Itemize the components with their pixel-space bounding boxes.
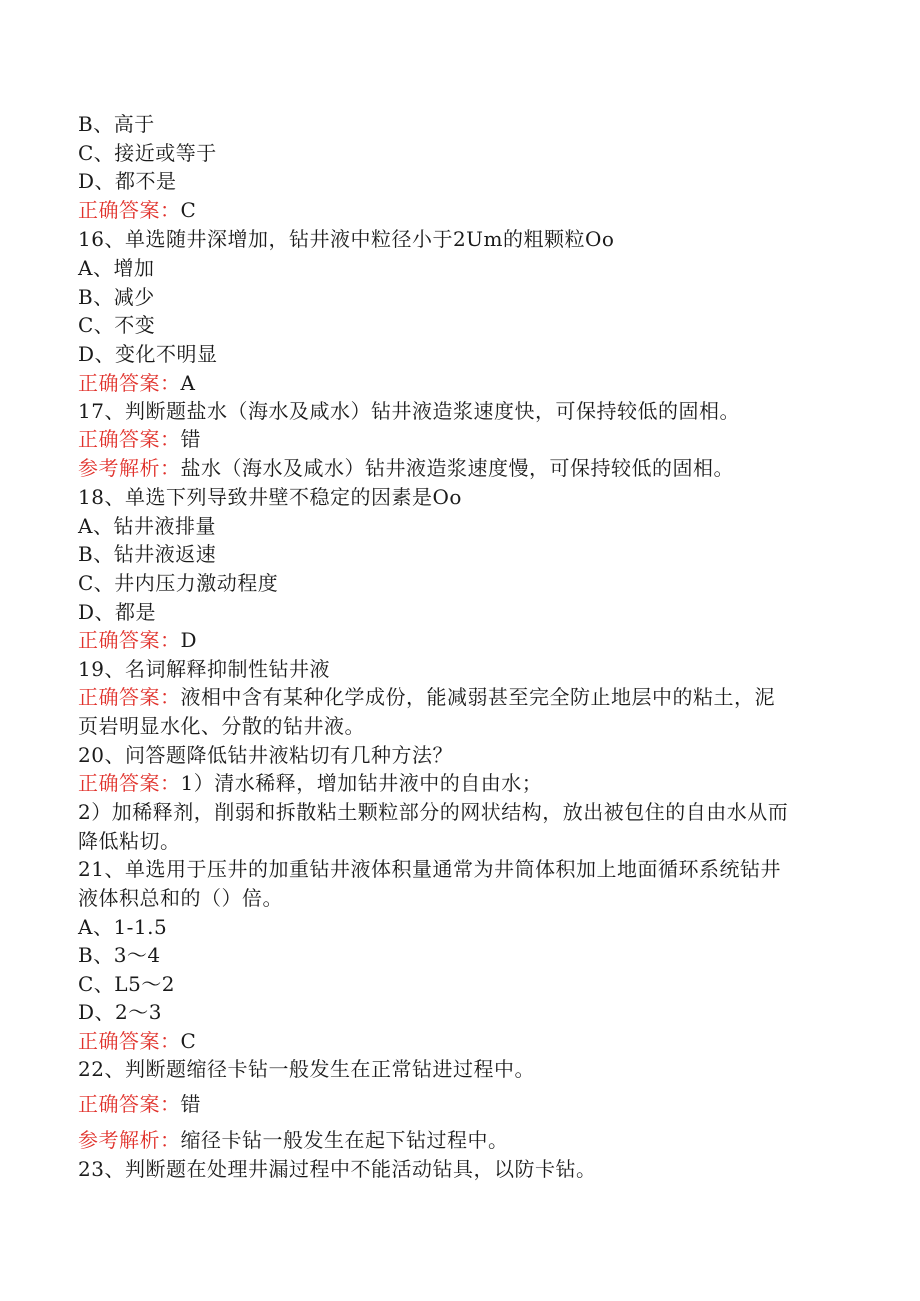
explanation-line: 参考解析：盐水（海水及咸水）钻井液造浆速度慢，可保持较低的固相。 — [78, 456, 734, 480]
answer-continuation: 降低粘切。 — [78, 829, 181, 853]
answer-line: 正确答案：C — [78, 1029, 197, 1053]
option-line: A、增加 — [78, 256, 155, 280]
answer-label: 正确答案： — [78, 685, 181, 709]
explanation-label: 参考解析： — [78, 456, 181, 480]
option-line: A、钻井液排量 — [78, 514, 216, 538]
answer-line: 正确答案：D — [78, 628, 198, 652]
answer-label: 正确答案： — [78, 1092, 181, 1116]
answer-label: 正确答案： — [78, 198, 181, 222]
explanation-label: 参考解析： — [78, 1128, 181, 1152]
option-line: D、都不是 — [78, 169, 177, 193]
answer-line: 正确答案：液相中含有某种化学成份，能减弱甚至完全防止地层中的粘土，泥 — [78, 685, 775, 709]
option-line: B、3～4 — [78, 943, 161, 967]
option-line: A、1-1.5 — [78, 915, 168, 939]
option-line: D、都是 — [78, 600, 157, 624]
answer-line: 正确答案：错 — [78, 427, 201, 451]
answer-label: 正确答案： — [78, 371, 181, 395]
answer-line: 正确答案：错 — [78, 1092, 201, 1116]
answer-line: 正确答案：C — [78, 198, 197, 222]
question-line: 17、判断题盐水（海水及咸水）钻井液造浆速度快，可保持较低的固相。 — [78, 399, 740, 423]
option-line: C、L5～2 — [78, 972, 176, 996]
answer-line: 正确答案：1）清水稀释，增加钻井液中的自由水； — [78, 771, 543, 795]
answer-label: 正确答案： — [78, 771, 181, 795]
question-line: 19、名词解释抑制性钻井液 — [78, 657, 330, 681]
question-line: 22、判断题缩径卡钻一般发生在正常钻进过程中。 — [78, 1057, 535, 1081]
option-line: B、钻井液返速 — [78, 542, 217, 566]
answer-continuation: 2）加稀释剂，削弱和拆散粘土颗粒部分的网状结构，放出被包住的自由水从而 — [78, 800, 789, 824]
question-line: 21、单选用于压井的加重钻井液体积量通常为井筒体积加上地面循环系统钻井 — [78, 857, 781, 881]
option-line: B、减少 — [78, 285, 155, 309]
answer-continuation: 页岩明显水化、分散的钻井液。 — [78, 714, 365, 738]
question-continuation: 液体积总和的（）倍。 — [78, 886, 283, 910]
question-line: 23、判断题在处理井漏过程中不能活动钻具，以防卡钻。 — [78, 1157, 597, 1181]
question-line: 20、问答题降低钻井液粘切有几种方法？ — [78, 743, 453, 767]
option-line: D、变化不明显 — [78, 342, 218, 366]
option-line: C、不变 — [78, 313, 156, 337]
option-line: D、2～3 — [78, 1000, 162, 1024]
option-line: C、接近或等于 — [78, 141, 217, 165]
answer-label: 正确答案： — [78, 427, 181, 451]
question-line: 18、单选下列导致井壁不稳定的因素是Oo — [78, 485, 462, 509]
option-line: B、高于 — [78, 112, 155, 136]
answer-line: 正确答案：A — [78, 371, 196, 395]
answer-label: 正确答案： — [78, 1029, 181, 1053]
option-line: C、井内压力激动程度 — [78, 571, 279, 595]
question-line: 16、单选随井深增加，钻井液中粒径小于2Um的粗颗粒Oo — [78, 227, 615, 251]
explanation-line: 参考解析：缩径卡钻一般发生在起下钻过程中。 — [78, 1128, 509, 1152]
answer-label: 正确答案： — [78, 628, 181, 652]
